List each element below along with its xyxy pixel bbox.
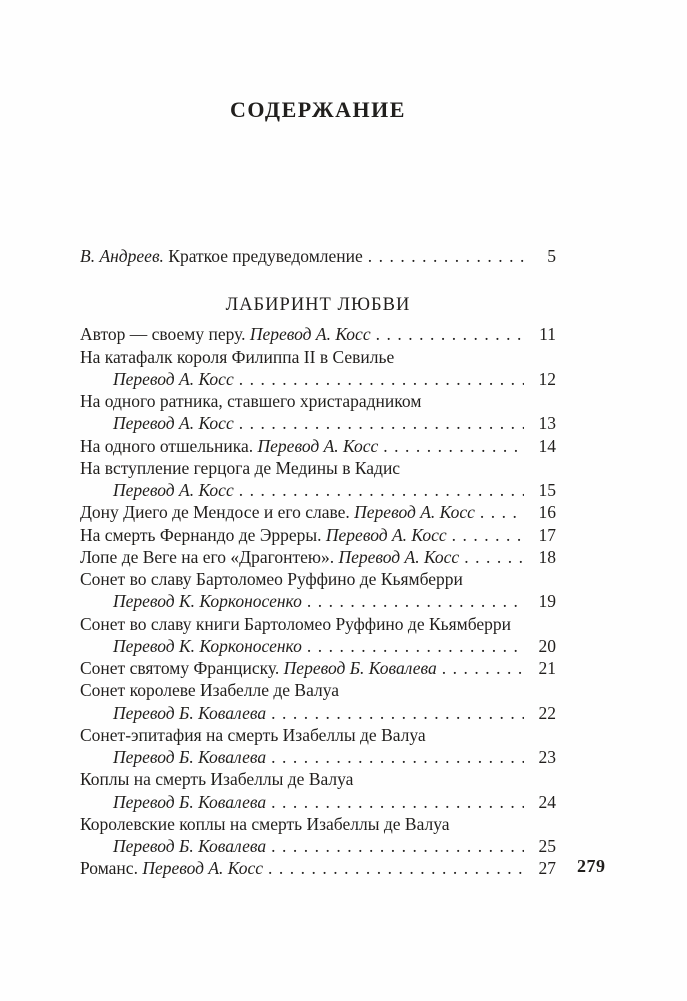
toc-entry-title-line: [80, 390, 556, 412]
dot-leader: [239, 412, 524, 434]
toc-entry-title: На катафалк короля Филиппа II в Севилье: [80, 346, 395, 367]
toc-entry-translator: Перевод К. Корконосенко: [113, 591, 302, 612]
toc-entry-text: [80, 546, 459, 568]
toc-entry-text: [80, 524, 447, 546]
toc-entry-title: На одного отшельника.: [80, 435, 258, 456]
toc-entry-title: Краткое предуведомление: [168, 246, 363, 266]
page-number: 22: [538, 702, 556, 723]
page-number: 20: [538, 635, 556, 656]
toc-entry-translator: Перевод К. Корконосенко: [113, 635, 302, 656]
toc-entry-text: [113, 590, 302, 612]
dot-leader: [376, 323, 524, 345]
toc-entry-translator: Перевод Б. Ковалева: [113, 747, 267, 767]
toc-entry-translator-line: [80, 746, 556, 768]
toc-entry-title: На вступление герцога де Медины в Кадис: [80, 457, 401, 478]
toc-entry-text: [113, 746, 266, 768]
toc-entry-translator: Перевод А. Косс: [257, 435, 379, 456]
page-number: 13: [538, 413, 556, 434]
toc-entry-text: [80, 245, 363, 267]
toc-entry-translator: Перевод Б. Ковалева: [113, 702, 267, 723]
dot-leader: [307, 635, 524, 657]
toc-entry-title: Сонет во славу Бартоломео Руффино де Кьямберри: [80, 569, 463, 589]
toc-entry-title: На одного ратника, ставшего христарадником: [80, 391, 422, 411]
toc-entry-text: [113, 635, 302, 657]
page-number: 24: [538, 791, 556, 812]
toc-entry-translator: Перевод А. Косс: [113, 480, 234, 500]
toc-entry-translator-line: [80, 791, 556, 813]
dot-leader: [480, 501, 524, 523]
toc-entry: [80, 524, 556, 546]
toc-entry-title-line: [80, 813, 556, 835]
toc-entry: [80, 501, 556, 523]
page-title: СОДЕРЖАНИЕ: [230, 97, 406, 122]
toc-entry-title: Сонет во славу книги Бартоломео Руффино де Кьямберри: [80, 613, 512, 634]
page-number: 11: [539, 324, 556, 345]
dot-leader: [368, 245, 524, 267]
dot-leader: [271, 746, 524, 768]
page-number: 18: [538, 546, 556, 567]
toc-entry-translator-line: [80, 702, 556, 724]
toc-entry-text: [80, 501, 475, 523]
toc-entry-text: [113, 702, 266, 724]
dot-leader: [383, 435, 524, 457]
toc-entry-title-line: [80, 679, 556, 701]
table-of-contents: [80, 245, 556, 880]
toc-entry-title: Сонет святому Франциску.: [80, 658, 284, 678]
dot-leader: [271, 702, 524, 724]
toc-entry-text: [113, 835, 266, 857]
toc-entry: [80, 857, 556, 879]
toc-entry-text: [113, 412, 234, 434]
page-number: 14: [538, 435, 556, 456]
toc-entry-title: Дону Диего де Мендосе и его славе.: [80, 502, 355, 523]
toc-entry: [80, 546, 556, 568]
toc-entry-title: На смерть Фернандо де Эрреры.: [80, 524, 326, 545]
page-number: 27: [538, 858, 556, 879]
toc-entry-translator-line: [80, 412, 556, 434]
toc-entry-title-line: [80, 724, 556, 746]
toc-entry-title: Автор — своему перу.: [80, 324, 250, 345]
dot-leader: [268, 857, 524, 879]
toc-entry-translator: Перевод Б. Ковалева: [113, 791, 267, 812]
page-number: 17: [538, 524, 556, 545]
toc-entry-author: В. Андреев.: [80, 246, 164, 266]
toc-entry-translator-line: [80, 368, 556, 390]
toc-list: [80, 323, 556, 879]
toc-entry-text: [80, 657, 437, 679]
toc-entry-title-line: [80, 346, 556, 368]
page-number: 25: [538, 836, 556, 856]
section-heading: ЛАБИРИНТ ЛЮБВИ: [225, 295, 411, 316]
toc-entry-title: Лопе де Веге на его «Драгонтею».: [80, 546, 339, 567]
dot-leader: [271, 835, 524, 857]
page-number: 15: [538, 480, 556, 500]
page-number: 16: [538, 502, 556, 523]
dot-leader: [452, 524, 524, 546]
toc-entry-title-line: [80, 768, 556, 790]
page-number: 12: [538, 368, 556, 389]
toc-entry-translator: Перевод Б. Ковалева: [113, 836, 267, 856]
toc-entry-text: [80, 857, 263, 879]
toc-entry-text: [80, 435, 378, 457]
toc-entry-translator: Перевод А. Косс: [249, 324, 371, 345]
toc-entry-translator: Перевод А. Косс: [113, 368, 234, 389]
toc-entry-translator-line: [80, 635, 556, 657]
toc-entry-translator-line: [80, 590, 556, 612]
toc-entry-translator: Перевод А. Косс: [142, 858, 264, 879]
toc-entry-text: [113, 791, 266, 813]
page-number: 19: [538, 591, 556, 612]
toc-entry-translator: Перевод Б. Ковалева: [283, 658, 437, 678]
toc-entry: [80, 657, 556, 679]
folio-page-number: 279: [577, 856, 606, 876]
dot-leader: [442, 657, 524, 679]
toc-entry-text: [113, 479, 234, 501]
dot-leader: [307, 590, 524, 612]
dot-leader: [464, 546, 524, 568]
toc-entry-title: Сонет королеве Изабелле де Валуа: [80, 680, 340, 701]
toc-entry: [80, 435, 556, 457]
toc-entry-translator: Перевод А. Косс: [113, 413, 234, 434]
toc-entry-title-line: [80, 568, 556, 590]
page-number: 5: [547, 246, 556, 266]
toc-entry: [80, 323, 556, 345]
toc-entry-translator-line: [80, 835, 556, 857]
toc-entry-title: Коплы на смерть Изабеллы де Валуа: [80, 769, 354, 790]
toc-entry-translator: Перевод А. Косс: [354, 502, 475, 523]
toc-entry-text: [113, 368, 234, 390]
toc-entry-translator: Перевод А. Косс: [325, 524, 447, 545]
toc-entry-title: Сонет-эпитафия на смерть Изабеллы де Валуа: [80, 724, 426, 745]
toc-entry-text: [80, 323, 371, 345]
dot-leader: [271, 791, 524, 813]
toc-entry-translator-line: [80, 479, 556, 501]
page-number: 21: [538, 658, 556, 678]
toc-entry-title-line: [80, 457, 556, 479]
page-number: 23: [538, 747, 556, 767]
toc-entry-title: Романс.: [80, 858, 143, 879]
toc-entry-title-line: [80, 613, 556, 635]
dot-leader: [239, 368, 524, 390]
dot-leader: [239, 479, 524, 501]
toc-entry-front-matter: [80, 245, 556, 267]
toc-entry-translator: Перевод А. Косс: [338, 546, 460, 567]
toc-entry-title: Королевские коплы на смерть Изабеллы де Валуа: [80, 813, 450, 834]
